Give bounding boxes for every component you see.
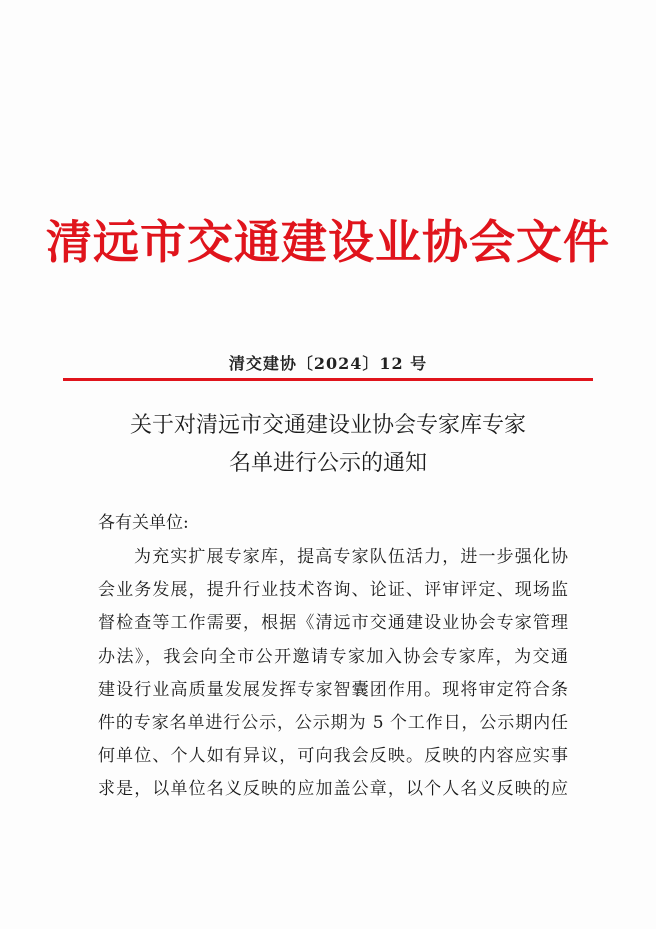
body-text bbox=[98, 541, 568, 807]
body-line-8: 求是，以单位名义反映的应加盖公章，以个人名义反映的应 bbox=[98, 779, 568, 800]
red-divider-rule bbox=[63, 378, 593, 381]
body-line-3: 督检查等工作需要，根据《清远市交通建设业协会专家管理 bbox=[98, 613, 568, 634]
notice-title bbox=[0, 407, 656, 483]
body-line-7: 何单位、个人如有异议，可向我会反映。反映的内容应实事 bbox=[98, 746, 568, 767]
body-line-1: 为充实扩展专家库，提高专家队伍活力，进一步强化协 bbox=[134, 547, 568, 567]
body-line-4: 办法》，我会向全市公开邀请专家加入协会专家库，为交通 bbox=[98, 646, 568, 667]
body-line-6: 件的专家名单进行公示，公示期为 5 个工作日，公示期内任 bbox=[98, 712, 568, 733]
notice-title-line-2: 名单进行公示的通知 bbox=[228, 451, 427, 476]
salutation: 各有关单位: bbox=[98, 513, 189, 533]
body-line-2: 会业务发展，提升行业技术咨询、论证、评审评定、现场监 bbox=[98, 580, 568, 601]
masthead-title: 清远市交通建设业协会文件 bbox=[46, 215, 610, 269]
notice-title-line-1: 关于对清远市交通建设业协会专家库专家 bbox=[129, 413, 526, 438]
document-number: 清交建协〔2024〕12 号 bbox=[228, 354, 428, 373]
body-line-5: 建设行业高质量发展发挥专家智囊团作用。现将审定符合条 bbox=[98, 679, 568, 700]
